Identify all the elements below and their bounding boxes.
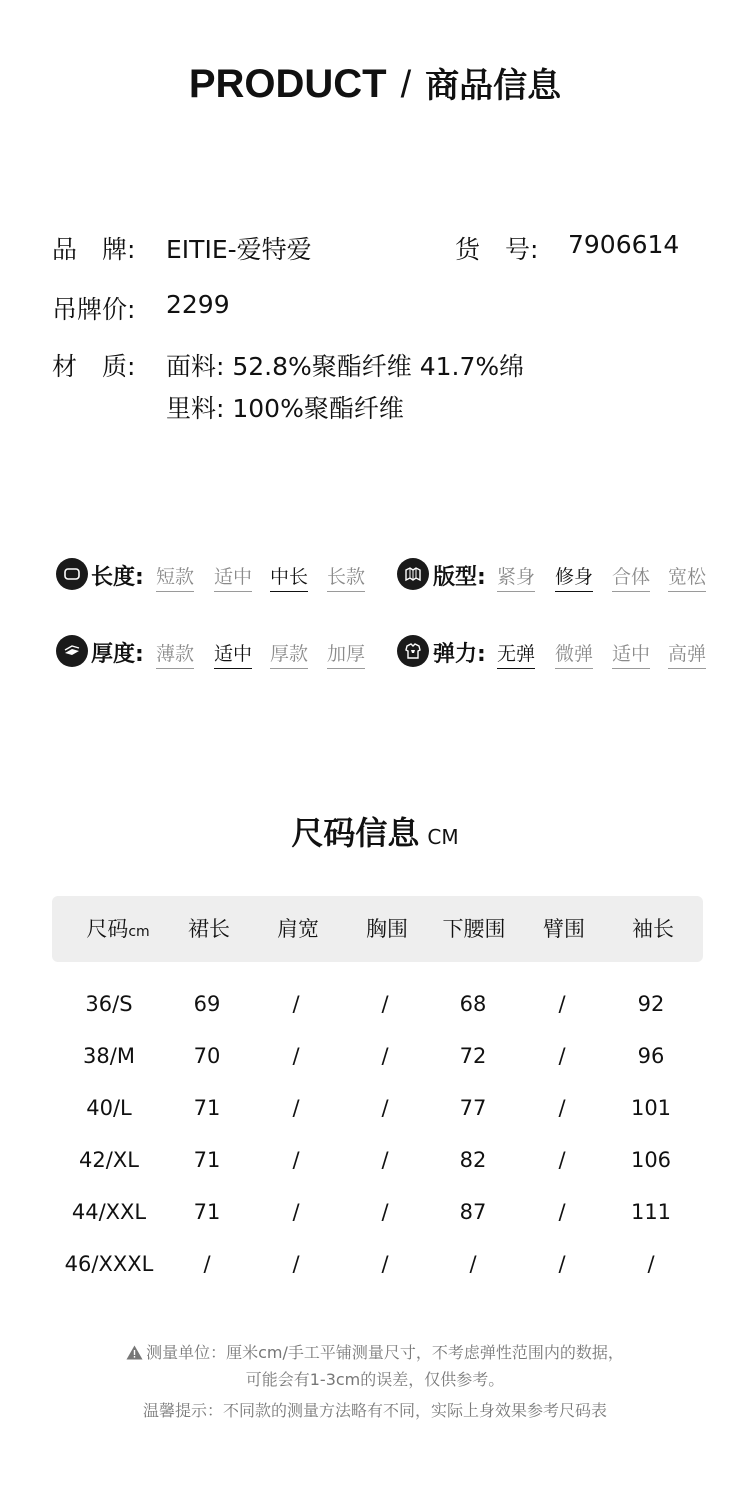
elasticity-option-none: 无弹 [497, 639, 535, 669]
warning-icon [126, 1345, 143, 1360]
size-table-cell-chest: / [381, 1200, 389, 1224]
size-table-cell-shoulder: / [292, 1148, 300, 1172]
brand-label: 品 牌: [52, 235, 136, 264]
page-title [0, 58, 750, 107]
note-line3: 温馨提示：不同款的测量方法略有不同，实际上身效果参考尺码表 [142, 1401, 607, 1420]
size-table-cell-sleeve: 92 [637, 992, 665, 1016]
size-table-cell-chest: / [381, 1044, 389, 1068]
title-cn: 商品信息 [425, 66, 562, 106]
elasticity-option-medium: 适中 [612, 639, 650, 669]
size-table-cell-arm: / [558, 1200, 566, 1224]
size-table-cell-sleeve: 111 [630, 1200, 672, 1224]
size-table-cell-sleeve: / [647, 1252, 655, 1276]
price-label: 吊牌价: [52, 295, 136, 324]
size-info-title [0, 808, 750, 854]
size-table-cell-chest: / [381, 1148, 389, 1172]
size-table-header-chest: 胸围 [366, 917, 408, 941]
size-table-cell-length: 71 [193, 1096, 221, 1120]
thickness-label: 厚度: [91, 642, 144, 667]
length-option-long: 长款 [327, 562, 365, 592]
elasticity-label: 弹力: [433, 642, 486, 667]
material-line1: 面料: 52.8%聚酯纤维 41.7%绵 [166, 352, 525, 381]
fit-option-loose: 宽松 [668, 562, 706, 592]
note-line2: 可能会有1-3cm的误差，仅供参考。 [245, 1370, 505, 1389]
title-en: PRODUCT [188, 62, 387, 106]
length-label: 长度: [91, 565, 144, 590]
size-table-cell-chest: / [381, 1252, 389, 1276]
size-table-cell-arm: / [558, 1096, 566, 1120]
fit-option-regular: 合体 [612, 562, 650, 592]
thickness-option-medium: 适中 [214, 639, 252, 669]
size-table-cell-arm: / [558, 1044, 566, 1068]
size-table-cell-shoulder: / [292, 1200, 300, 1224]
size-table-header-sleeve: 袖长 [632, 917, 674, 941]
size-table-cell-length: 70 [193, 1044, 221, 1068]
sku-label: 货 号: [455, 235, 539, 264]
size-table-cell-chest: / [381, 992, 389, 1016]
elasticity-option-slight: 微弹 [555, 639, 593, 669]
size-table-cell-waist: 82 [459, 1148, 487, 1172]
thickness-icon [56, 635, 88, 667]
size-table-header-size [66, 896, 170, 962]
size-table-cell-arm: / [558, 1252, 566, 1276]
fit-label: 版型: [433, 565, 486, 590]
elasticity-option-high: 高弹 [668, 639, 706, 669]
size-table-cell-sleeve: 101 [630, 1096, 672, 1120]
brand-value: EITIE-爱特爱 [166, 235, 312, 264]
size-table-cell-sleeve: 106 [630, 1148, 672, 1172]
length-icon [56, 558, 88, 590]
length-option-short: 短款 [156, 562, 194, 592]
material-label: 材 质: [52, 352, 136, 381]
size-table-cell-waist: 77 [459, 1096, 487, 1120]
header-size-unit: cm [128, 924, 150, 940]
size-table-cell-chest: / [381, 1096, 389, 1120]
size-table-header-arm: 臂围 [543, 917, 585, 941]
size-table-cell-length: 71 [193, 1200, 221, 1224]
size-table-cell-shoulder: / [292, 1252, 300, 1276]
size-table-header-shoulder: 肩宽 [277, 917, 319, 941]
size-table-cell-shoulder: / [292, 1044, 300, 1068]
title-separator: / [400, 64, 412, 106]
size-table-header-length: 裙长 [188, 917, 230, 941]
size-table-cell-arm: / [558, 1148, 566, 1172]
size-table-cell-length: 69 [193, 992, 221, 1016]
size-table-cell-size: 40/L [86, 1096, 132, 1120]
note-line1-text: 测量单位：厘米cm/手工平铺测量尺寸，不考虑弹性范围内的数据， [146, 1343, 624, 1362]
size-table-cell-size: 44/XXL [71, 1200, 147, 1224]
size-table-cell-waist: 72 [459, 1044, 487, 1068]
size-table-cell-size: 46/XXXL [64, 1252, 154, 1276]
price-value: 2299 [166, 290, 230, 319]
thickness-option-extra-thick: 加厚 [327, 639, 365, 669]
size-info-title-text: 尺码信息 [291, 814, 420, 852]
size-table-cell-shoulder: / [292, 1096, 300, 1120]
size-info-unit: CM [427, 825, 459, 849]
size-table-cell-waist: / [469, 1252, 477, 1276]
size-table-cell-arm: / [558, 992, 566, 1016]
size-table-cell-waist: 87 [459, 1200, 487, 1224]
size-table-cell-shoulder: / [292, 992, 300, 1016]
size-table-cell-size: 42/XL [79, 1148, 139, 1172]
fit-option-tight: 紧身 [497, 562, 535, 592]
size-table-cell-length: / [203, 1252, 211, 1276]
header-size-text: 尺码 [86, 917, 129, 941]
size-table-cell-length: 71 [193, 1148, 221, 1172]
sku-value: 7906614 [568, 230, 680, 259]
size-table-header-waist: 下腰围 [442, 917, 506, 941]
thickness-option-thick: 厚款 [270, 639, 308, 669]
material-line2: 里料: 100%聚酯纤维 [166, 394, 404, 423]
note-line1 [0, 1340, 750, 1363]
length-option-medium: 适中 [214, 562, 252, 592]
size-table-cell-size: 36/S [85, 992, 133, 1016]
size-table-cell-waist: 68 [459, 992, 487, 1016]
length-option-midlong: 中长 [270, 562, 308, 592]
fit-option-slim: 修身 [555, 562, 593, 592]
size-table-cell-sleeve: 96 [637, 1044, 665, 1068]
elasticity-icon [397, 635, 429, 667]
thickness-option-thin: 薄款 [156, 639, 194, 669]
size-table-cell-size: 38/M [83, 1044, 135, 1068]
fit-icon [397, 558, 429, 590]
